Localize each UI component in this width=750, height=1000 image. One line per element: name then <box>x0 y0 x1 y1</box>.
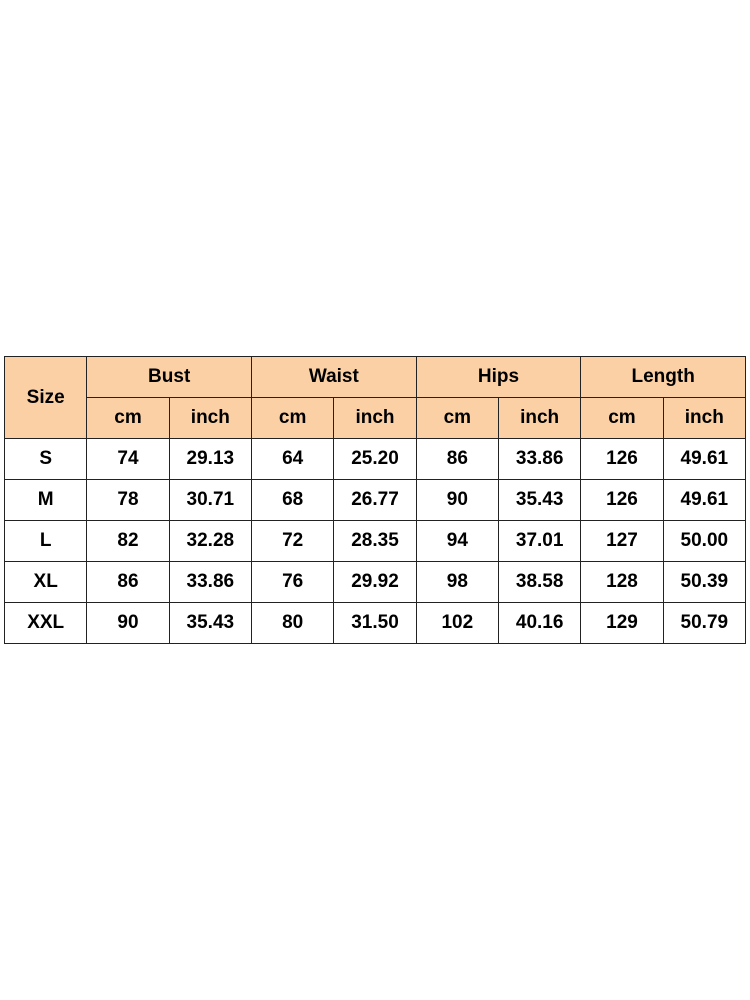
table-cell: 78 <box>87 480 169 521</box>
table-cell: 129 <box>581 603 663 644</box>
table-cell: 68 <box>252 480 334 521</box>
table-cell: 82 <box>87 521 169 562</box>
unit-header: cm <box>252 398 334 439</box>
table-cell: 31.50 <box>334 603 416 644</box>
table-cell: 98 <box>416 562 498 603</box>
size-chart-table <box>4 356 746 644</box>
table-cell: 86 <box>87 562 169 603</box>
table-cell: 90 <box>87 603 169 644</box>
group-header-length: Length <box>581 357 746 398</box>
table-cell: 49.61 <box>663 439 745 480</box>
group-header-waist: Waist <box>252 357 417 398</box>
table-cell: 49.61 <box>663 480 745 521</box>
table-cell: 76 <box>252 562 334 603</box>
table-cell: 26.77 <box>334 480 416 521</box>
size-cell: XXL <box>5 603 87 644</box>
unit-header: inch <box>169 398 251 439</box>
size-cell: XL <box>5 562 87 603</box>
table-cell: 80 <box>252 603 334 644</box>
table-cell: 25.20 <box>334 439 416 480</box>
size-column-header: Size <box>5 357 87 439</box>
table-cell: 126 <box>581 480 663 521</box>
table-cell: 30.71 <box>169 480 251 521</box>
table-cell: 90 <box>416 480 498 521</box>
table-cell: 50.00 <box>663 521 745 562</box>
table-row <box>5 439 746 480</box>
table-cell: 50.39 <box>663 562 745 603</box>
unit-header: cm <box>416 398 498 439</box>
table-row <box>5 562 746 603</box>
table-cell: 72 <box>252 521 334 562</box>
unit-header: inch <box>663 398 745 439</box>
table-cell: 126 <box>581 439 663 480</box>
table-cell: 35.43 <box>498 480 580 521</box>
table-cell: 102 <box>416 603 498 644</box>
unit-header: cm <box>581 398 663 439</box>
table-cell: 37.01 <box>498 521 580 562</box>
table-cell: 64 <box>252 439 334 480</box>
table-row <box>5 521 746 562</box>
table-cell: 40.16 <box>498 603 580 644</box>
table-cell: 35.43 <box>169 603 251 644</box>
unit-header: inch <box>334 398 416 439</box>
table-cell: 38.58 <box>498 562 580 603</box>
table-cell: 86 <box>416 439 498 480</box>
table-cell: 33.86 <box>498 439 580 480</box>
unit-header: inch <box>498 398 580 439</box>
group-header-hips: Hips <box>416 357 581 398</box>
table-cell: 32.28 <box>169 521 251 562</box>
table-cell: 94 <box>416 521 498 562</box>
size-cell: M <box>5 480 87 521</box>
table-cell: 74 <box>87 439 169 480</box>
table-cell: 28.35 <box>334 521 416 562</box>
table-cell: 50.79 <box>663 603 745 644</box>
unit-header-row <box>5 398 746 439</box>
unit-header: cm <box>87 398 169 439</box>
table-row <box>5 480 746 521</box>
size-cell: S <box>5 439 87 480</box>
table-cell: 127 <box>581 521 663 562</box>
group-header-row <box>5 357 746 398</box>
table-cell: 33.86 <box>169 562 251 603</box>
table-row <box>5 603 746 644</box>
table-cell: 128 <box>581 562 663 603</box>
size-cell: L <box>5 521 87 562</box>
table-cell: 29.13 <box>169 439 251 480</box>
group-header-bust: Bust <box>87 357 252 398</box>
table-cell: 29.92 <box>334 562 416 603</box>
